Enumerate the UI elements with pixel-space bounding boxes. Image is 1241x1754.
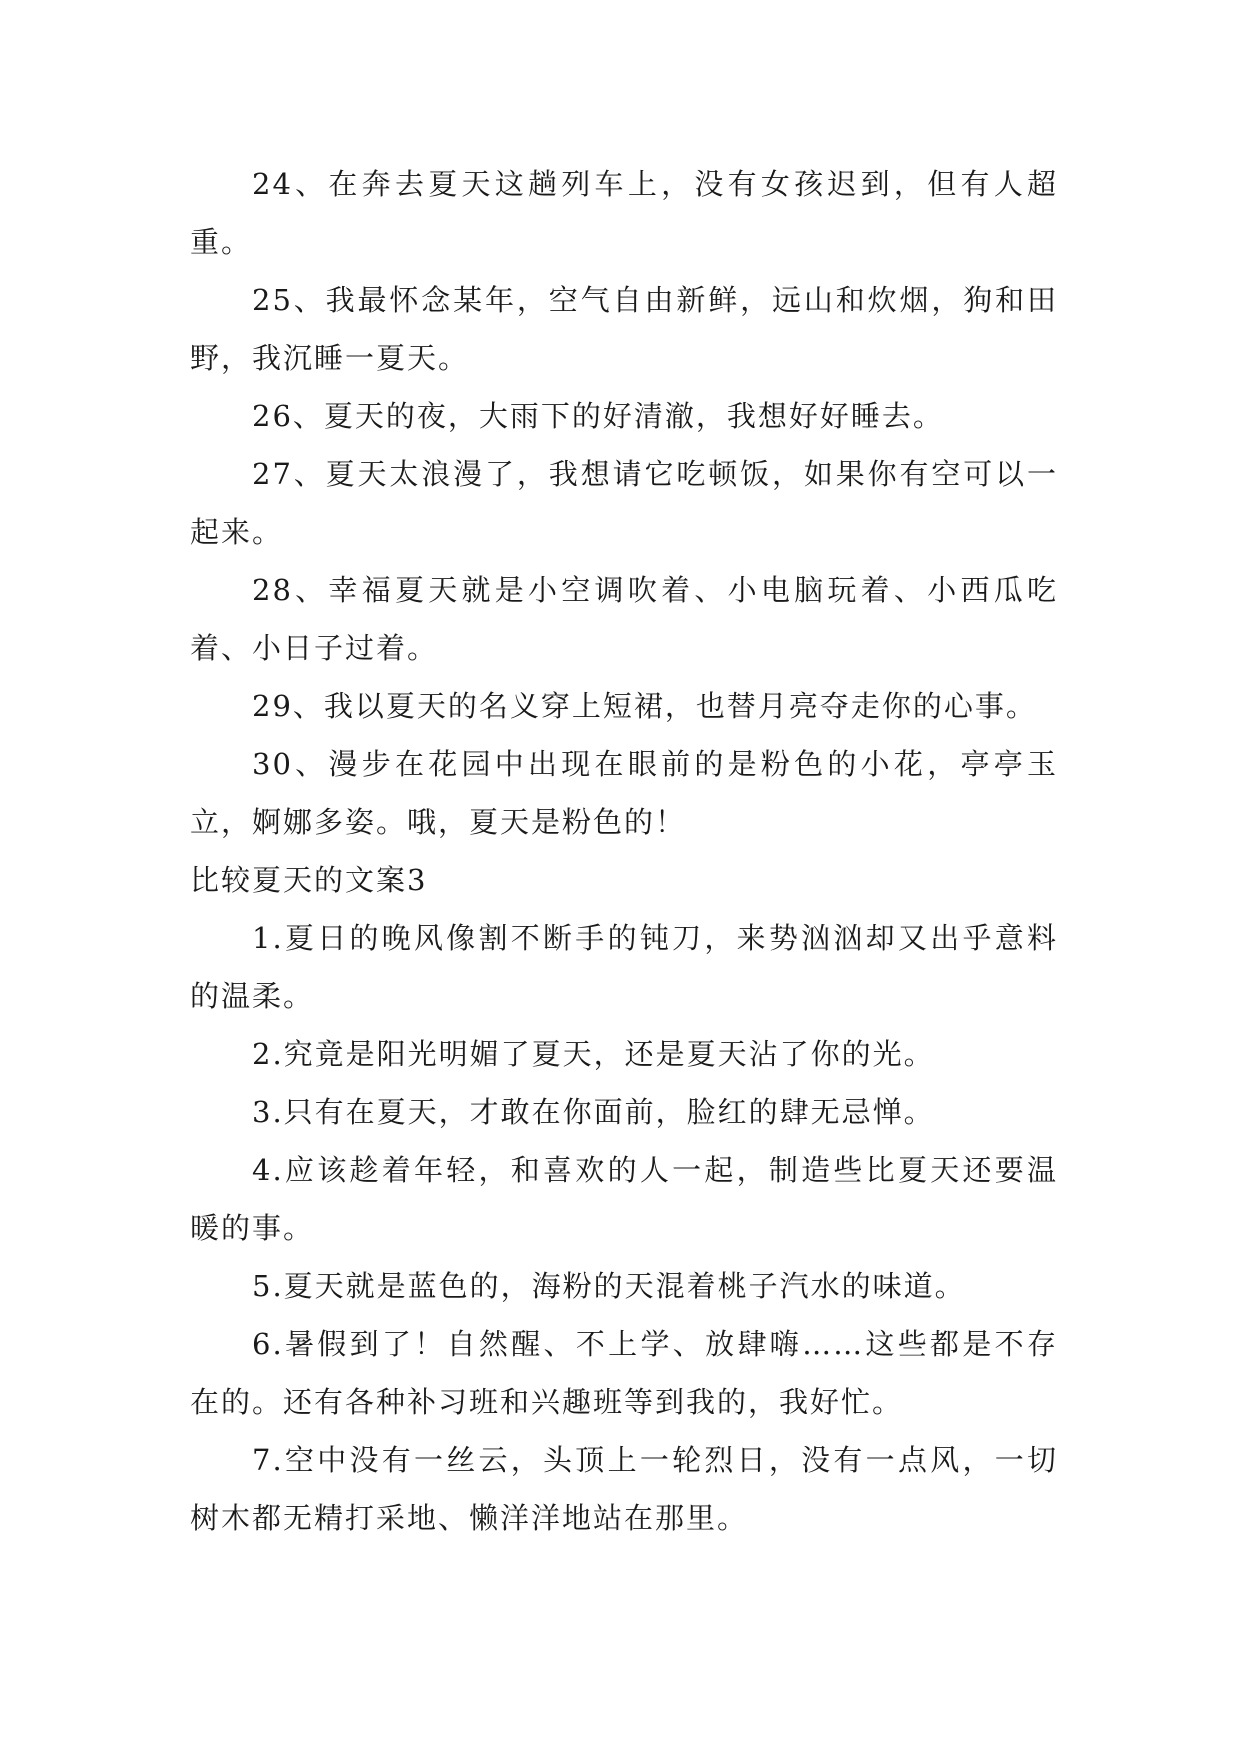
paragraph-29: 29、我以夏天的名义穿上短裙，也替月亮夺走你的心事。	[252, 689, 1037, 723]
paragraph-2: 2.究竟是阳光明媚了夏天，还是夏天沾了你的光。	[252, 1037, 935, 1071]
paragraph-30: 30、漫步在花园中出现在眼前的是粉色的小花，亭亭玉立，婀娜多姿。哦，夏天是粉色的！	[190, 747, 1058, 839]
paragraph-25: 25、我最怀念某年，空气自由新鲜，远山和炊烟，狗和田野，我沉睡一夏天。	[190, 283, 1058, 375]
paragraph-3: 3.只有在夏天，才敢在你面前，脸红的肆无忌惮。	[252, 1095, 935, 1129]
paragraph-26: 26、夏天的夜，大雨下的好清澈，我想好好睡去。	[252, 399, 944, 433]
paragraph-4: 4.应该趁着年轻，和喜欢的人一起，制造些比夏天还要温暖的事。	[190, 1153, 1058, 1245]
paragraph-27: 27、夏天太浪漫了，我想请它吃顿饭，如果你有空可以一起来。	[190, 457, 1058, 549]
document-body	[190, 155, 1058, 1547]
section-heading: 比较夏天的文案3	[190, 863, 428, 897]
paragraph-5: 5.夏天就是蓝色的，海粉的天混着桃子汽水的味道。	[252, 1269, 966, 1303]
paragraph-28: 28、幸福夏天就是小空调吹着、小电脑玩着、小西瓜吃着、小日子过着。	[190, 573, 1058, 665]
paragraph-7: 7.空中没有一丝云，头顶上一轮烈日，没有一点风，一切树木都无精打采地、懒洋洋地站在那里。	[190, 1443, 1058, 1535]
paragraph-24: 24、在奔去夏天这趟列车上，没有女孩迟到，但有人超重。	[190, 167, 1058, 259]
paragraph-1: 1.夏日的晚风像割不断手的钝刀，来势汹汹却又出乎意料的温柔。	[190, 921, 1058, 1013]
paragraph-6: 6.暑假到了！自然醒、不上学、放肆嗨……这些都是不存在的。还有各种补习班和兴趣班等到我的，我好忙。	[190, 1327, 1058, 1419]
